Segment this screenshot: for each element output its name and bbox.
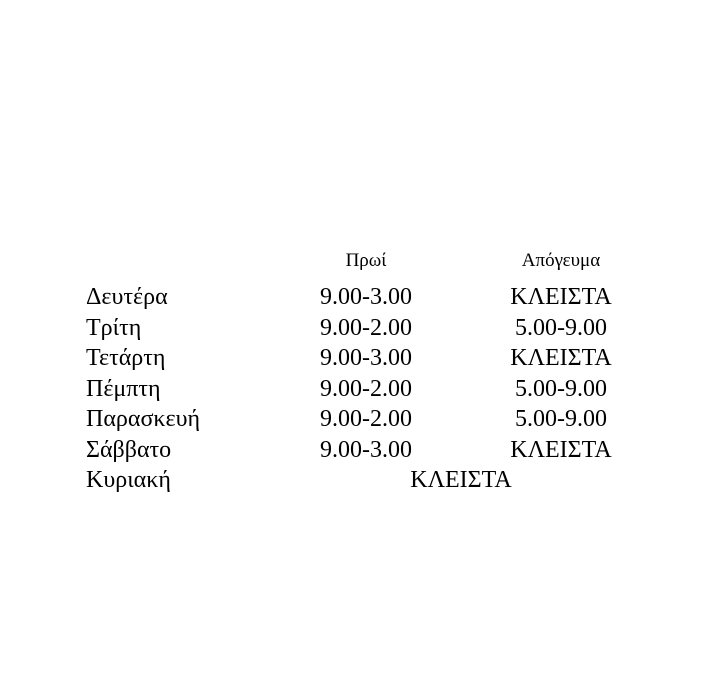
table-row — [86, 374, 646, 405]
table-body — [86, 282, 646, 496]
evening-hours: 5.00-9.00 — [515, 314, 607, 341]
table-row — [86, 282, 646, 313]
header-evening: Απόγευμα — [521, 250, 601, 271]
day-label: Σάββατο — [86, 436, 172, 463]
table-row — [86, 343, 646, 374]
evening-hours: 5.00-9.00 — [515, 406, 607, 432]
morning-hours: 9.00-3.00 — [320, 436, 412, 463]
table-header — [86, 248, 646, 282]
closed-all-day: ΚΛΕΙΣΤΑ — [410, 467, 512, 493]
opening-hours-table — [86, 248, 646, 496]
day-label: Κυριακή — [86, 467, 171, 493]
day-label: Δευτέρα — [86, 284, 168, 310]
morning-hours: 9.00-2.00 — [320, 406, 412, 432]
morning-hours: 9.00-2.00 — [320, 375, 412, 402]
table-row-sunday — [86, 465, 646, 496]
evening-hours: ΚΛΕΙΣΤΑ — [510, 345, 612, 371]
morning-hours: 9.00-3.00 — [320, 284, 412, 310]
day-label: Τετάρτη — [86, 345, 166, 371]
day-label: Παρασκευή — [86, 406, 200, 432]
table-row — [86, 404, 646, 435]
morning-hours: 9.00-3.00 — [320, 345, 412, 371]
table-row — [86, 435, 646, 466]
table-row — [86, 313, 646, 344]
morning-hours: 9.00-2.00 — [320, 314, 412, 341]
evening-hours: ΚΛΕΙΣΤΑ — [510, 436, 612, 463]
day-label: Τρίτη — [86, 314, 142, 341]
day-label: Πέμπτη — [86, 375, 161, 402]
header-morning: Πρωί — [345, 250, 387, 271]
evening-hours: 5.00-9.00 — [515, 375, 607, 402]
evening-hours: ΚΛΕΙΣΤΑ — [510, 284, 612, 310]
